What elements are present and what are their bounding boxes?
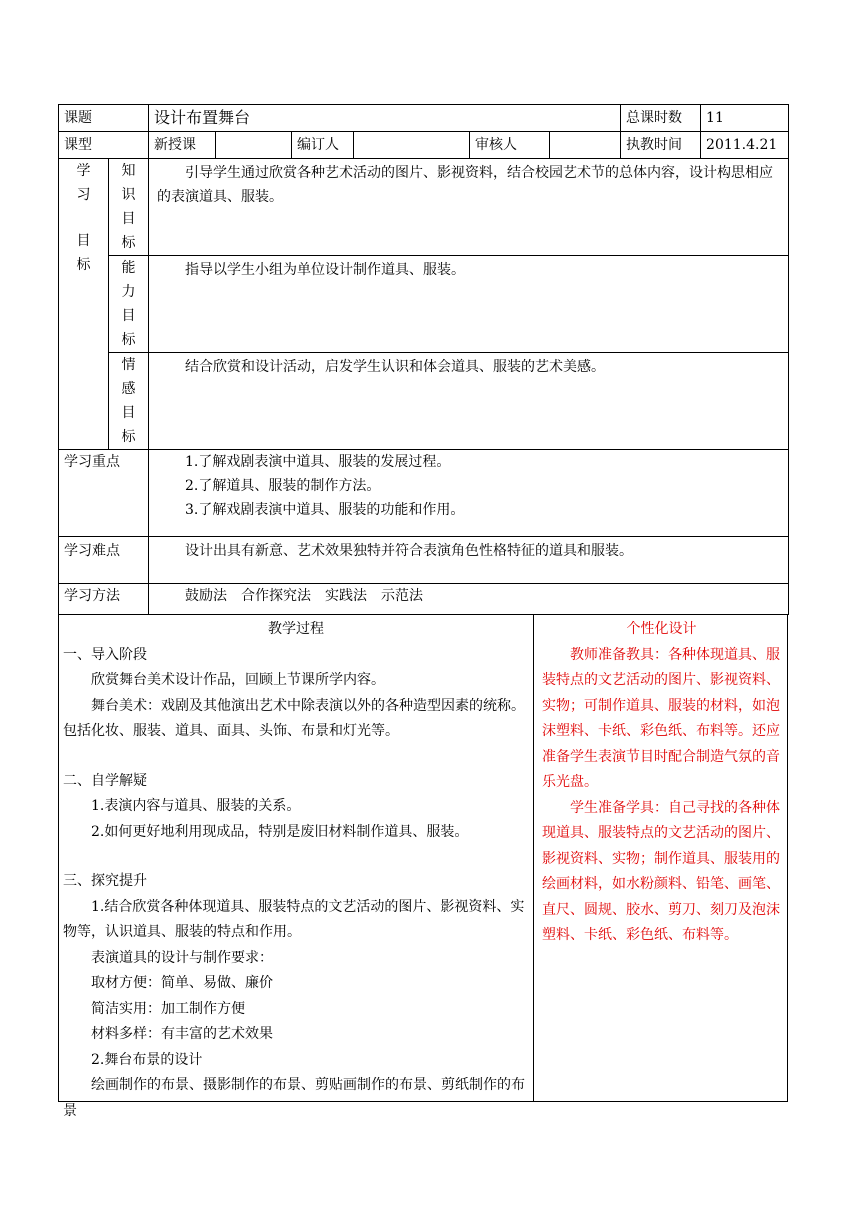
section-3-requirement: 取材方便：简单、易做、廉价 bbox=[91, 975, 273, 991]
section-1-para: 欣赏舞台美术设计作品，回顾上节课所学内容。 bbox=[91, 672, 385, 688]
key-point-item: 2.了解道具、服装的制作方法。 bbox=[185, 478, 381, 494]
total-hours-label: 总课时数 bbox=[621, 105, 701, 132]
topic-label: 课题 bbox=[59, 105, 149, 132]
reviewer-value bbox=[550, 132, 621, 159]
ability-text: 指导以学生小组为单位设计制作道具、服装。 bbox=[149, 256, 789, 353]
process-title: 教学过程 bbox=[268, 621, 324, 637]
process-section bbox=[58, 615, 788, 1119]
section-3-title: 三、探究提升 bbox=[63, 873, 147, 889]
personalized-title: 个性化设计 bbox=[626, 621, 697, 637]
section-1-para: 舞台美术：戏剧及其他演出艺术中除表演以外的各种造型因素的统称。包括化妆、服装、道具、面具、头饰、布景和灯光等。 bbox=[63, 697, 525, 739]
personalized-design bbox=[534, 615, 787, 1101]
knowledge-label: 知 识 目 标 bbox=[109, 159, 149, 256]
student-prep-text: 学生准备学具：自己寻找的各种体现道具、服装特点的文艺活动的图片、影视资料、实物；制作道具、服装用的绘画材料，如水粉颜料、铅笔、画笔、直尺、圆规、胶水、剪刀、刻刀及泡沫塑料、卡纸、彩色纸、布料等。 bbox=[542, 799, 780, 943]
total-hours-value: 11 bbox=[701, 105, 789, 132]
section-3-item-text: 绘画制作的布景、摄影制作的布景、剪贴画制作的布景、剪纸制作的布景 bbox=[63, 1077, 525, 1119]
section-3-requirement: 材料多样：有丰富的艺术效果 bbox=[91, 1026, 273, 1042]
date-label: 执教时间 bbox=[621, 132, 701, 159]
lesson-plan-table bbox=[58, 104, 789, 615]
type-value: 新授课 bbox=[149, 132, 216, 159]
editor-value-blank bbox=[216, 132, 292, 159]
method-text: 鼓励法 合作探究法 实践法 示范法 bbox=[149, 584, 789, 615]
section-3-item: 1.结合欣赏各种体现道具、服装特点的文艺活动的图片、影视资料、实物等，认识道具、服装的特点和作用。 bbox=[63, 898, 525, 940]
spacer bbox=[63, 845, 529, 869]
section-3-requirements: 表演道具的设计与制作要求： bbox=[91, 949, 273, 966]
type-label: 课型 bbox=[59, 132, 149, 159]
emotion-text: 结合欣赏和设计活动，启发学生认识和体会道具、服装的艺术美感。 bbox=[149, 353, 789, 450]
key-point-item: 1.了解戏剧表演中道具、服装的发展过程。 bbox=[185, 454, 451, 470]
editor-value bbox=[354, 132, 470, 159]
date-value: 2011.4.21 bbox=[701, 132, 789, 159]
section-2-item: 1.表演内容与道具、服装的关系。 bbox=[91, 798, 301, 814]
knowledge-text: 引导学生通过欣赏各种艺术活动的图片、影视资料，结合校园艺术节的总体内容，设计构思相应的表演道具、服装。 bbox=[149, 159, 789, 256]
section-3-item: 2.舞台布景的设计 bbox=[91, 1051, 203, 1068]
section-3-requirement: 简洁实用：加工制作方便 bbox=[91, 1000, 245, 1017]
reviewer-label: 审核人 bbox=[470, 132, 550, 159]
emotion-label: 情 感 目 标 bbox=[109, 353, 149, 450]
spacer bbox=[63, 745, 529, 769]
difficulty-label: 学习难点 bbox=[59, 537, 149, 584]
key-point-item: 3.了解戏剧表演中道具、服装的功能和作用。 bbox=[185, 502, 465, 518]
difficulty-text: 设计出具有新意、艺术效果独特并符合表演角色性格特征的道具和服装。 bbox=[149, 537, 789, 584]
teaching-process bbox=[59, 615, 534, 1119]
lesson-plan bbox=[58, 104, 788, 1119]
teacher-prep-text: 教师准备教具：各种体现道具、服装特点的文艺活动的图片、影视资料、实物；可制作道具、服装的材料，如泡沫塑料、卡纸、彩色纸、布料等。还应准备学生表演节目时配合制造气氛的音乐光盘。 bbox=[542, 646, 780, 790]
section-2-item: 2.如何更好地利用现成品，特别是废旧材料制作道具、服装。 bbox=[91, 823, 469, 840]
section-1-title: 一、导入阶段 bbox=[63, 646, 147, 663]
topic-value: 设计布置舞台 bbox=[149, 105, 621, 132]
key-points-label: 学习重点 bbox=[59, 450, 149, 537]
objectives-label: 学 习 目 标 bbox=[59, 159, 109, 450]
section-2-title: 二、自学解疑 bbox=[63, 772, 147, 789]
method-label: 学习方法 bbox=[59, 584, 149, 615]
key-points-list bbox=[149, 450, 789, 537]
editor-label: 编订人 bbox=[292, 132, 354, 159]
ability-label: 能 力 目 标 bbox=[109, 256, 149, 353]
